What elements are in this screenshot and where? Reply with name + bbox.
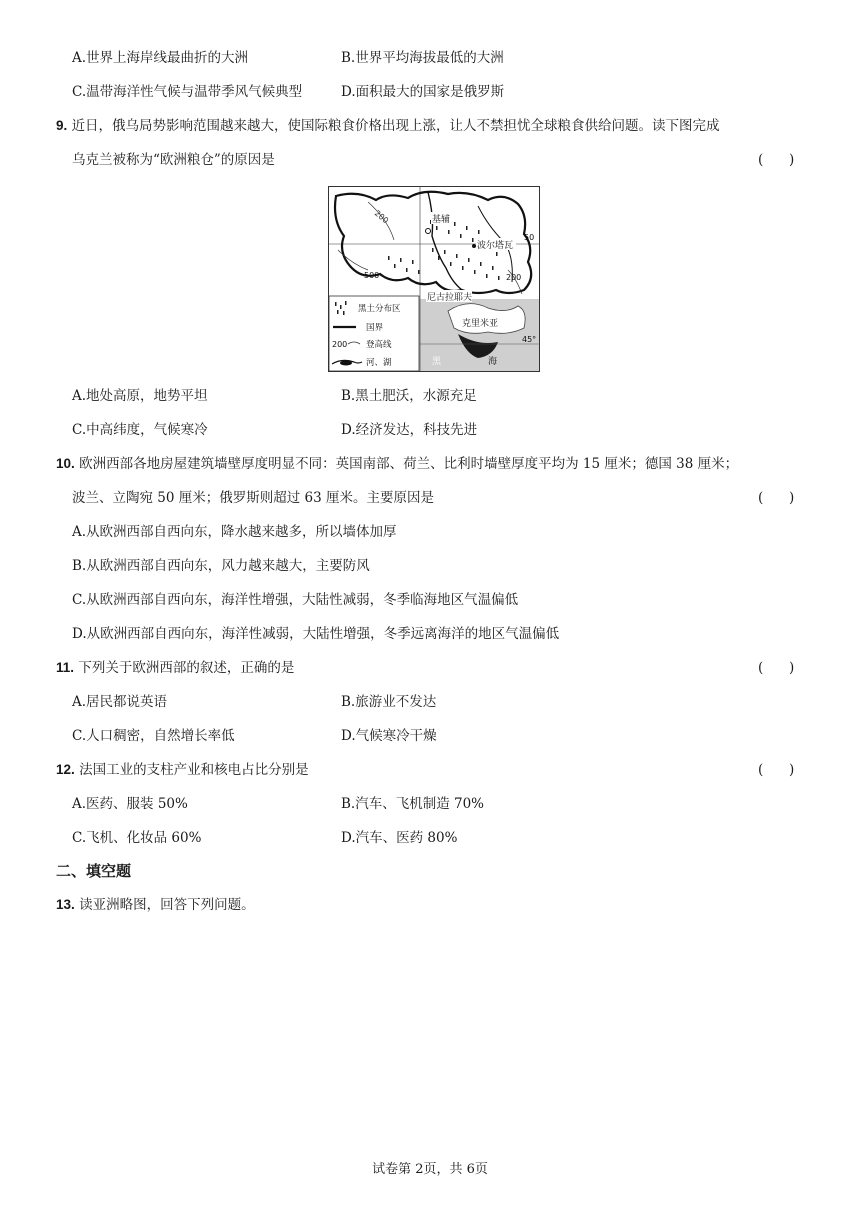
q9-answer-blank[interactable]: ( ) xyxy=(758,152,795,168)
q12-option-c[interactable]: C.飞机、化妆品 60% xyxy=(72,830,202,846)
q12-option-a[interactable]: A.医药、服装 50% xyxy=(72,796,188,812)
label-contour-500: 500 xyxy=(364,271,380,280)
ukraine-map xyxy=(328,186,540,372)
label-nikolaev: 尼古拉耶夫 xyxy=(427,293,473,303)
q8-option-c[interactable]: C.温带海洋性气候与温带季风气候典型 xyxy=(72,84,303,100)
q12-answer-blank[interactable]: ( ) xyxy=(758,762,795,778)
q12-stem xyxy=(56,760,309,780)
q13-stem xyxy=(56,895,255,915)
q10-stem-line2: 波兰、立陶宛 50 厘米；俄罗斯则超过 63 厘米。主要原因是 xyxy=(72,490,435,506)
question-number: 11. xyxy=(56,660,75,675)
q8-option-b[interactable]: B.世界平均海拔最低的大洲 xyxy=(341,50,504,66)
label-kyiv: 基辅 xyxy=(432,215,451,225)
question-text: 读亚洲略图，回答下列问题。 xyxy=(79,897,255,913)
question-number: 12. xyxy=(56,762,75,777)
legend-contour-value: 200 xyxy=(332,340,348,349)
label-lat-50: 50 xyxy=(524,233,535,242)
section-title-fill-in: 二、填空题 xyxy=(56,862,132,880)
legend-border-label: 国界 xyxy=(366,323,384,333)
label-lat-45: 45° xyxy=(522,335,537,344)
question-number: 13. xyxy=(56,897,75,912)
label-black-sea-1: 黑 xyxy=(432,357,442,367)
label-crimea: 克里米亚 xyxy=(462,319,499,329)
q9-option-d[interactable]: D.经济发达，科技先进 xyxy=(341,422,478,438)
label-contour-200-top: 200 xyxy=(372,208,391,226)
q9-stem-line2: 乌克兰被称为“欧洲粮仓”的原因是 xyxy=(72,152,275,168)
q11-option-c[interactable]: C.人口稠密，自然增长率低 xyxy=(72,728,235,744)
poltava-marker xyxy=(472,244,476,248)
q8-option-a[interactable]: A.世界上海岸线最曲折的大洲 xyxy=(72,50,249,66)
question-text: 法国工业的支柱产业和核电占比分别是 xyxy=(79,762,309,778)
label-contour-200-right: 200 xyxy=(506,273,522,282)
ukraine-map-figure xyxy=(328,186,540,372)
q11-answer-blank[interactable]: ( ) xyxy=(758,660,795,676)
q11-option-d[interactable]: D.气候寒冷干燥 xyxy=(341,728,437,744)
legend-black-soil-label: 黑土分布区 xyxy=(358,304,401,314)
q11-option-b[interactable]: B.旅游业不发达 xyxy=(341,694,437,710)
question-number: 9. xyxy=(56,118,68,133)
question-text: 近日，俄乌局势影响范围越来越大，使国际粮食价格出现上涨，让人不禁担忧全球粮食供给问题。读下图完成 xyxy=(71,118,720,134)
legend-contour-label: 登高线 xyxy=(366,340,392,350)
label-poltava: 波尔塔瓦 xyxy=(477,241,514,251)
q9-option-c[interactable]: C.中高纬度，气候寒冷 xyxy=(72,422,208,438)
q10-answer-blank[interactable]: ( ) xyxy=(758,490,795,506)
kyiv-marker xyxy=(426,229,431,234)
q12-option-d[interactable]: D.汽车、医药 80% xyxy=(341,830,458,846)
q10-option-d[interactable]: D.从欧洲西部自西向东，海洋性减弱，大陆性增强，冬季远离海洋的地区气温偏低 xyxy=(72,626,560,642)
q10-option-a[interactable]: A.从欧洲西部自西向东，降水越来越多，所以墙体加厚 xyxy=(72,524,397,540)
q9-option-b[interactable]: B.黑土肥沃，水源充足 xyxy=(341,388,477,404)
q10-stem-line1 xyxy=(56,454,738,474)
question-number: 10. xyxy=(56,456,75,471)
question-text: 下列关于欧洲西部的叙述，正确的是 xyxy=(78,660,295,676)
q10-option-c[interactable]: C.从欧洲西部自西向东，海洋性增强，大陆性减弱，冬季临海地区气温偏低 xyxy=(72,592,519,608)
q11-option-a[interactable]: A.居民都说英语 xyxy=(72,694,168,710)
q9-stem-line1 xyxy=(56,116,720,136)
page-footer: 试卷第 2页，共 6页 xyxy=(372,1162,488,1177)
legend-river-lake-label: 河、湖 xyxy=(366,358,392,368)
q11-stem xyxy=(56,658,294,678)
label-black-sea-2: 海 xyxy=(488,357,498,367)
q10-option-b[interactable]: B.从欧洲西部自西向东，风力越来越大，主要防风 xyxy=(72,558,370,574)
question-text: 欧洲西部各地房屋建筑墙壁厚度明显不同：英国南部、荷兰、比利时墙壁厚度平均为 15 厘米；德国 38 厘米； xyxy=(79,456,739,472)
q9-option-a[interactable]: A.地处高原，地势平坦 xyxy=(72,388,208,404)
q8-option-d[interactable]: D.面积最大的国家是俄罗斯 xyxy=(341,84,505,100)
q12-option-b[interactable]: B.汽车、飞机制造 70% xyxy=(341,796,485,812)
